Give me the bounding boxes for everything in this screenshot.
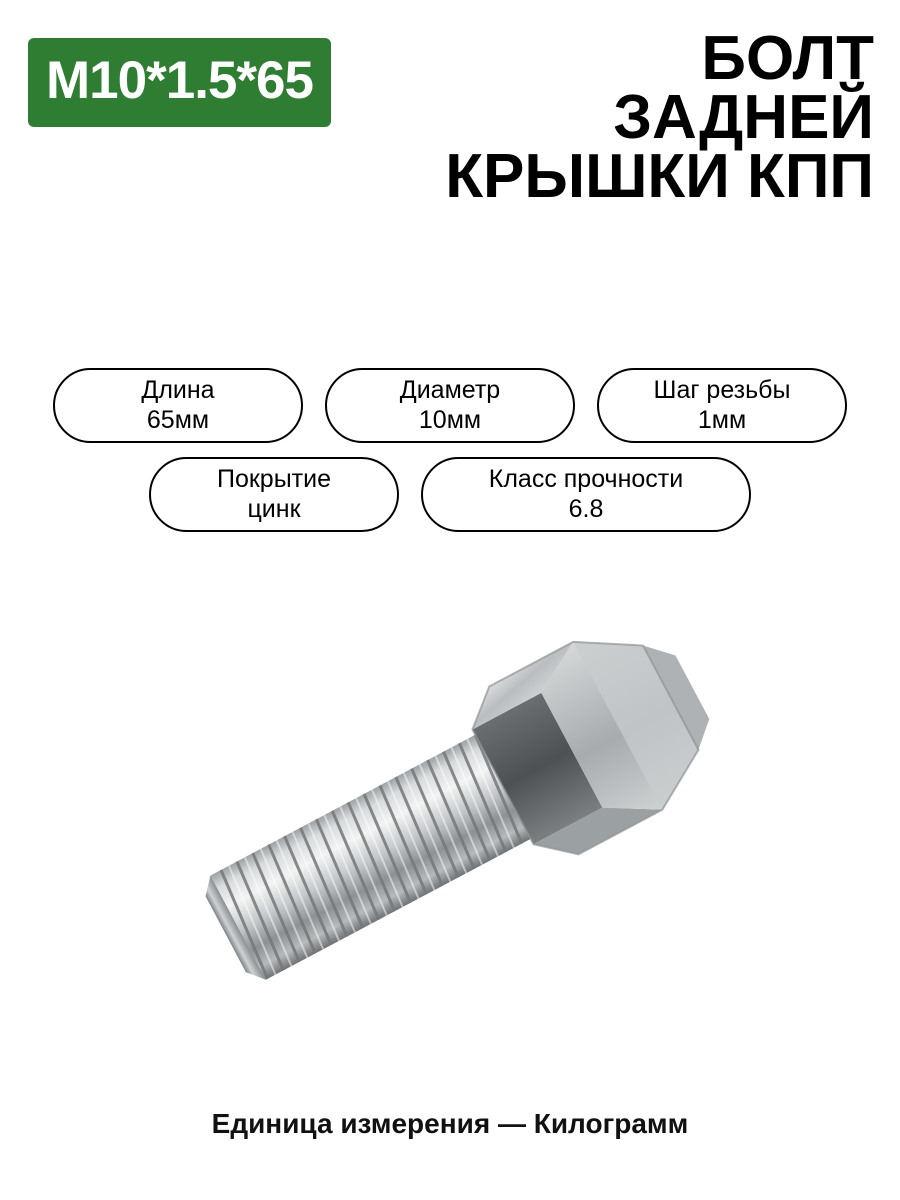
product-image: [0, 580, 900, 1050]
spec-pill-thread-pitch: [597, 368, 847, 443]
header: [0, 24, 900, 310]
page-title-line-2: ЗАДНЕЙ: [613, 82, 874, 152]
spec-pill-strength-class: [421, 457, 751, 532]
spec-pill-group: [0, 368, 900, 546]
unit-of-measure-text: Единица измерения — Килограмм: [211, 1108, 689, 1139]
spec-label: Диаметр: [399, 376, 501, 404]
page-title: [394, 24, 874, 211]
spec-label: Длина: [141, 376, 215, 404]
spec-value: 10мм: [418, 405, 482, 434]
spec-value: цинк: [247, 494, 301, 523]
page-title-line-1: БОЛТ: [701, 24, 874, 93]
spec-value: 1мм: [697, 405, 747, 434]
spec-pill-length: [53, 368, 303, 443]
page-title-line-3: КРЫШКИ КПП: [445, 141, 874, 211]
spec-value: 65мм: [146, 405, 210, 434]
spec-pill-row-2: [0, 457, 900, 532]
spec-pill-diameter: [325, 368, 575, 443]
spec-pill-row-1: [0, 368, 900, 443]
size-badge: M10*1.5*65: [28, 38, 331, 127]
spec-label: Покрытие: [216, 465, 331, 493]
spec-value: 6.8: [568, 494, 604, 523]
spec-label: Шаг резьбы: [653, 376, 791, 404]
spec-label: Класс прочности: [488, 465, 684, 493]
spec-pill-coating: [149, 457, 399, 532]
hex-bolt-icon: [0, 580, 900, 1050]
